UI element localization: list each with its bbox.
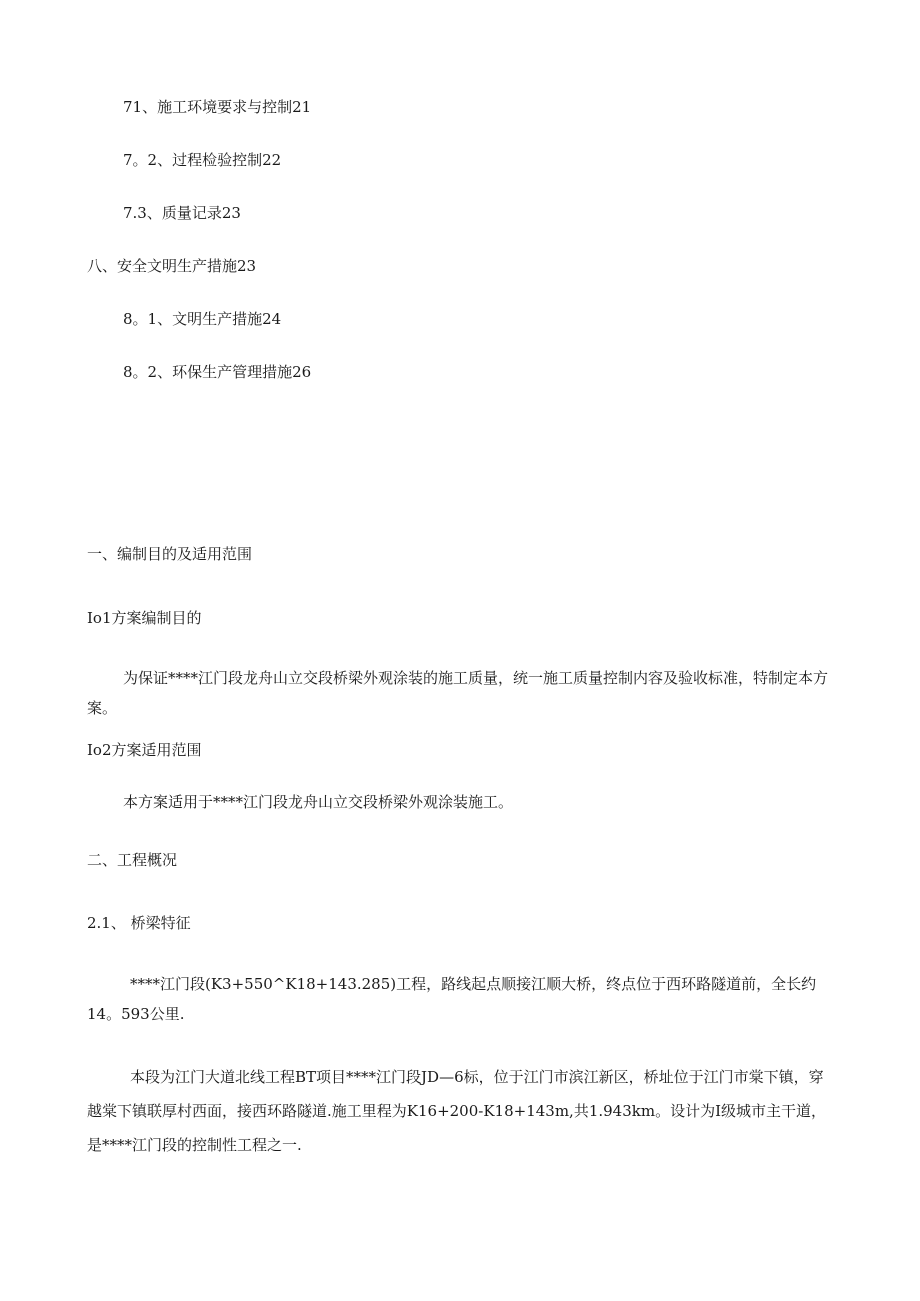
paragraph	[87, 663, 832, 723]
subsection-heading: Io2方案适用范围	[87, 741, 202, 759]
toc-item: 8。2、环保生产管理措施26	[123, 363, 312, 381]
toc-item: 8。1、文明生产措施24	[123, 310, 282, 328]
section-heading: 二、工程概况	[87, 851, 178, 869]
paragraph-text: 本段为江门大道北线工程BT项目****江门段JD—6标，位于江门市滨江新区，桥址位于江门市棠下镇，穿越棠下镇联厚村西面，接西环路隧道.施工里程为K16+200-K18+143m,共1.943km。设计为I级城市主干道，是****江门段的控制性工程之一.	[87, 1068, 826, 1154]
paragraph-text: 为保证****江门段龙舟山立交段桥梁外观涂装的施工质量，统一施工质量控制内容及验收标准，特制定本方案。	[87, 669, 829, 717]
subsection-heading: Io1方案编制目的	[87, 609, 202, 627]
toc-item: 71、施工环境要求与控制21	[123, 98, 312, 116]
toc-item: 7.3、质量记录23	[123, 204, 241, 222]
toc-item: 7。2、过程检验控制22	[123, 151, 282, 169]
section-heading: 一、编制目的及适用范围	[87, 545, 253, 563]
subsection-heading: 2.1、 桥梁特征	[87, 914, 191, 932]
paragraph-text: 本方案适用于****江门段龙舟山立交段桥梁外观涂装施工。	[123, 793, 514, 811]
paragraph-text: ****江门段(K3+550^K18+143.285)工程，路线起点顺接江顺大桥，终点位于西环路隧道前，全长约14。593公里.	[87, 975, 817, 1023]
paragraph	[87, 969, 832, 1029]
paragraph	[87, 1060, 832, 1162]
paragraph	[87, 787, 832, 817]
toc-item: 八、安全文明生产措施23	[87, 257, 257, 275]
